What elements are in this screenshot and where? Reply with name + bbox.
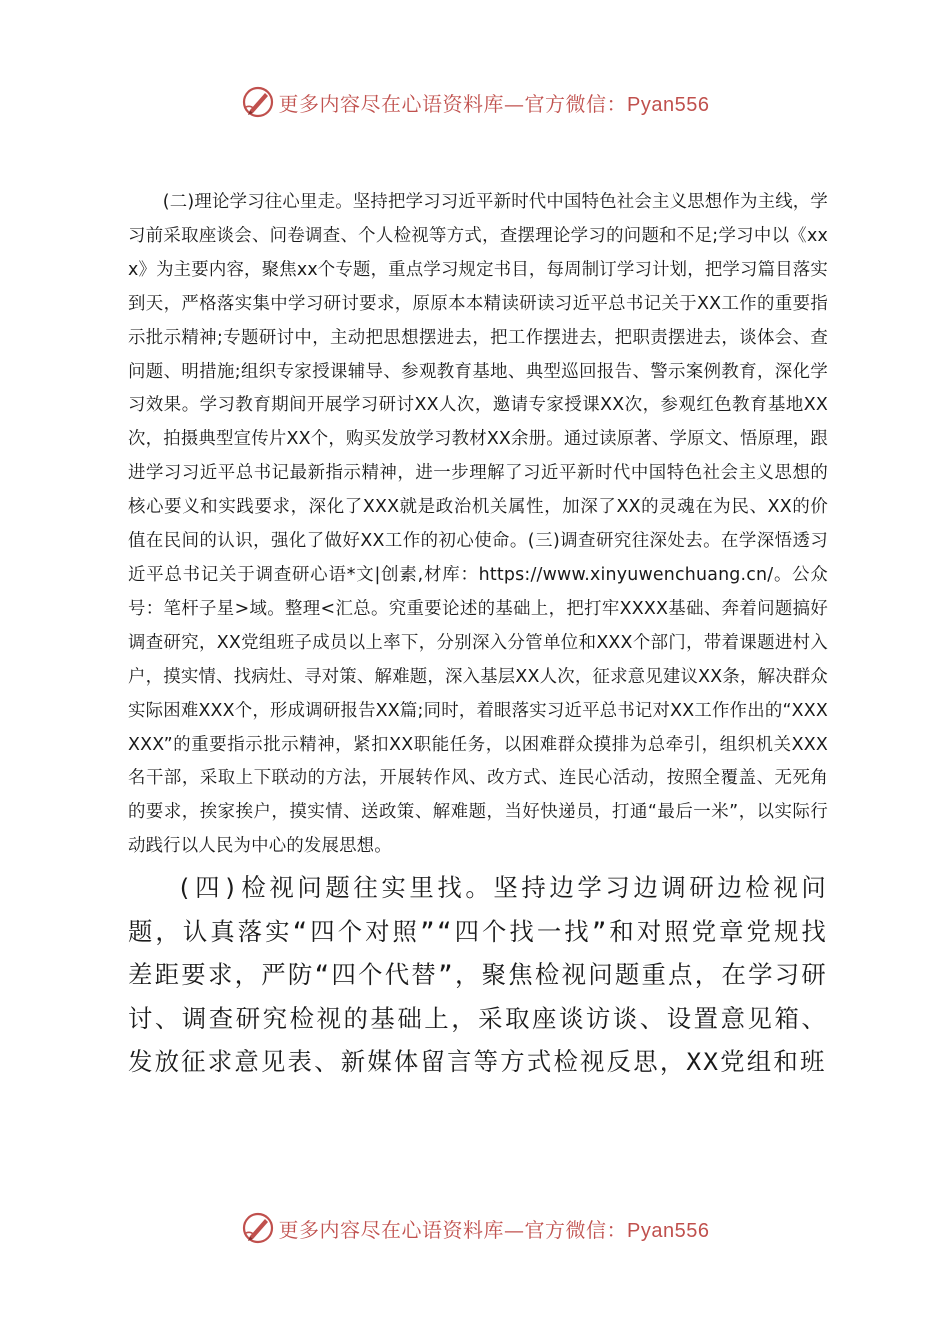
pen-logo-icon (241, 85, 275, 119)
footer-banner-text: 更多内容尽在心语资料库—官方微信：Pyan556 (278, 1217, 710, 1242)
paragraph-problem-check: (四)检视问题往实里找。坚持边学习边调研边检视问题，认真落实“四个对照”“四个找一找”和对照党章党规找差距要求，严防“四个代替”，聚焦检视问题重点，在学习研讨、调查研究检视的基础上，采取座谈访谈、设置意见箱、发放征求意见表、新媒体留言等方式检视反思，XX党组和班 (128, 873, 828, 1077)
wechat-handle: Pyan556 (627, 93, 710, 116)
wechat-handle: Pyan556 (627, 1219, 710, 1242)
paragraph-theory-study: (二)理论学习往心里走。坚持把学习习近平新时代中国特色社会主义思想作为主线，学习前采取座谈会、问卷调查、个人检视等方式，查摆理论学习的问题和不足;学习中以《xxx》为主要内容，聚焦xx个专题，重点学习规定书目，每周制订学习计划，把学习篇目落实到天，严格落实集中学习研讨要求，原原本本精读研读习近平总书记关于XX工作的重要指示批示精神;专题研讨中，主动把思想摆进去，把工作摆进去，把职责摆进去，谈体会、查问题、明措施;组织专家授课辅导、参观教育基地、典型巡回报告、警示案例教育，深化学习效果。学习教育期间开展学习研讨XX人次，邀请专家授课XX次，参观红色教育基地XX次，拍摄典型宣传片XX个，购买发放学习教材XX余册。通过读原著、学原文、悟原理，跟进学习习近平总书记最新指示精神，进一步理解了习近平新时代中国特色社会主义思想的核心要义和实践要求，深化了XXX就是政治机关属性，加深了XX的灵魂在为民、XX的价值在民间的认识，强化了做好XX工作的初心使命。(三)调查研究往深处去。在学深悟透习近平总书记关于调查研心语*文|创素,材库：https://www.xinyuwenchuang.cn/。公众号：笔杆子星>域。整理<汇总。究重要论述的基础上，把打牢XXXX基础、奔着问题搞好调查研究，XX党组班子成员以上率下，分别深入分管单位和XXX个部门，带着课题进村入户，摸实情、找病灶、寻对策、解难题，深入基层XX人次，征求意见建议XX条，解决群众实际困难XXX个，形成调研报告XX篇;同时，着眼落实习近平总书记对XX工作作出的“XXXXXX”的重要指示批示精神，紧扣XX职能任务，以困难群众摸排为总牵引，组织机关XXX名干部，采取上下联动的方法，开展转作风、改方式、连民心活动，按照全覆盖、无死角的要求，挨家挨户，摸实情、送政策、解难题，当好快递员，打通“最后一米”，以实际行动践行以人民为中心的发展思想。 (128, 192, 828, 857)
footer-banner (0, 1206, 950, 1250)
header-banner-text: 更多内容尽在心语资料库—官方微信：Pyan556 (278, 91, 710, 116)
header-banner (0, 80, 950, 124)
pen-logo-icon (241, 1211, 275, 1245)
document-body (128, 186, 828, 1084)
